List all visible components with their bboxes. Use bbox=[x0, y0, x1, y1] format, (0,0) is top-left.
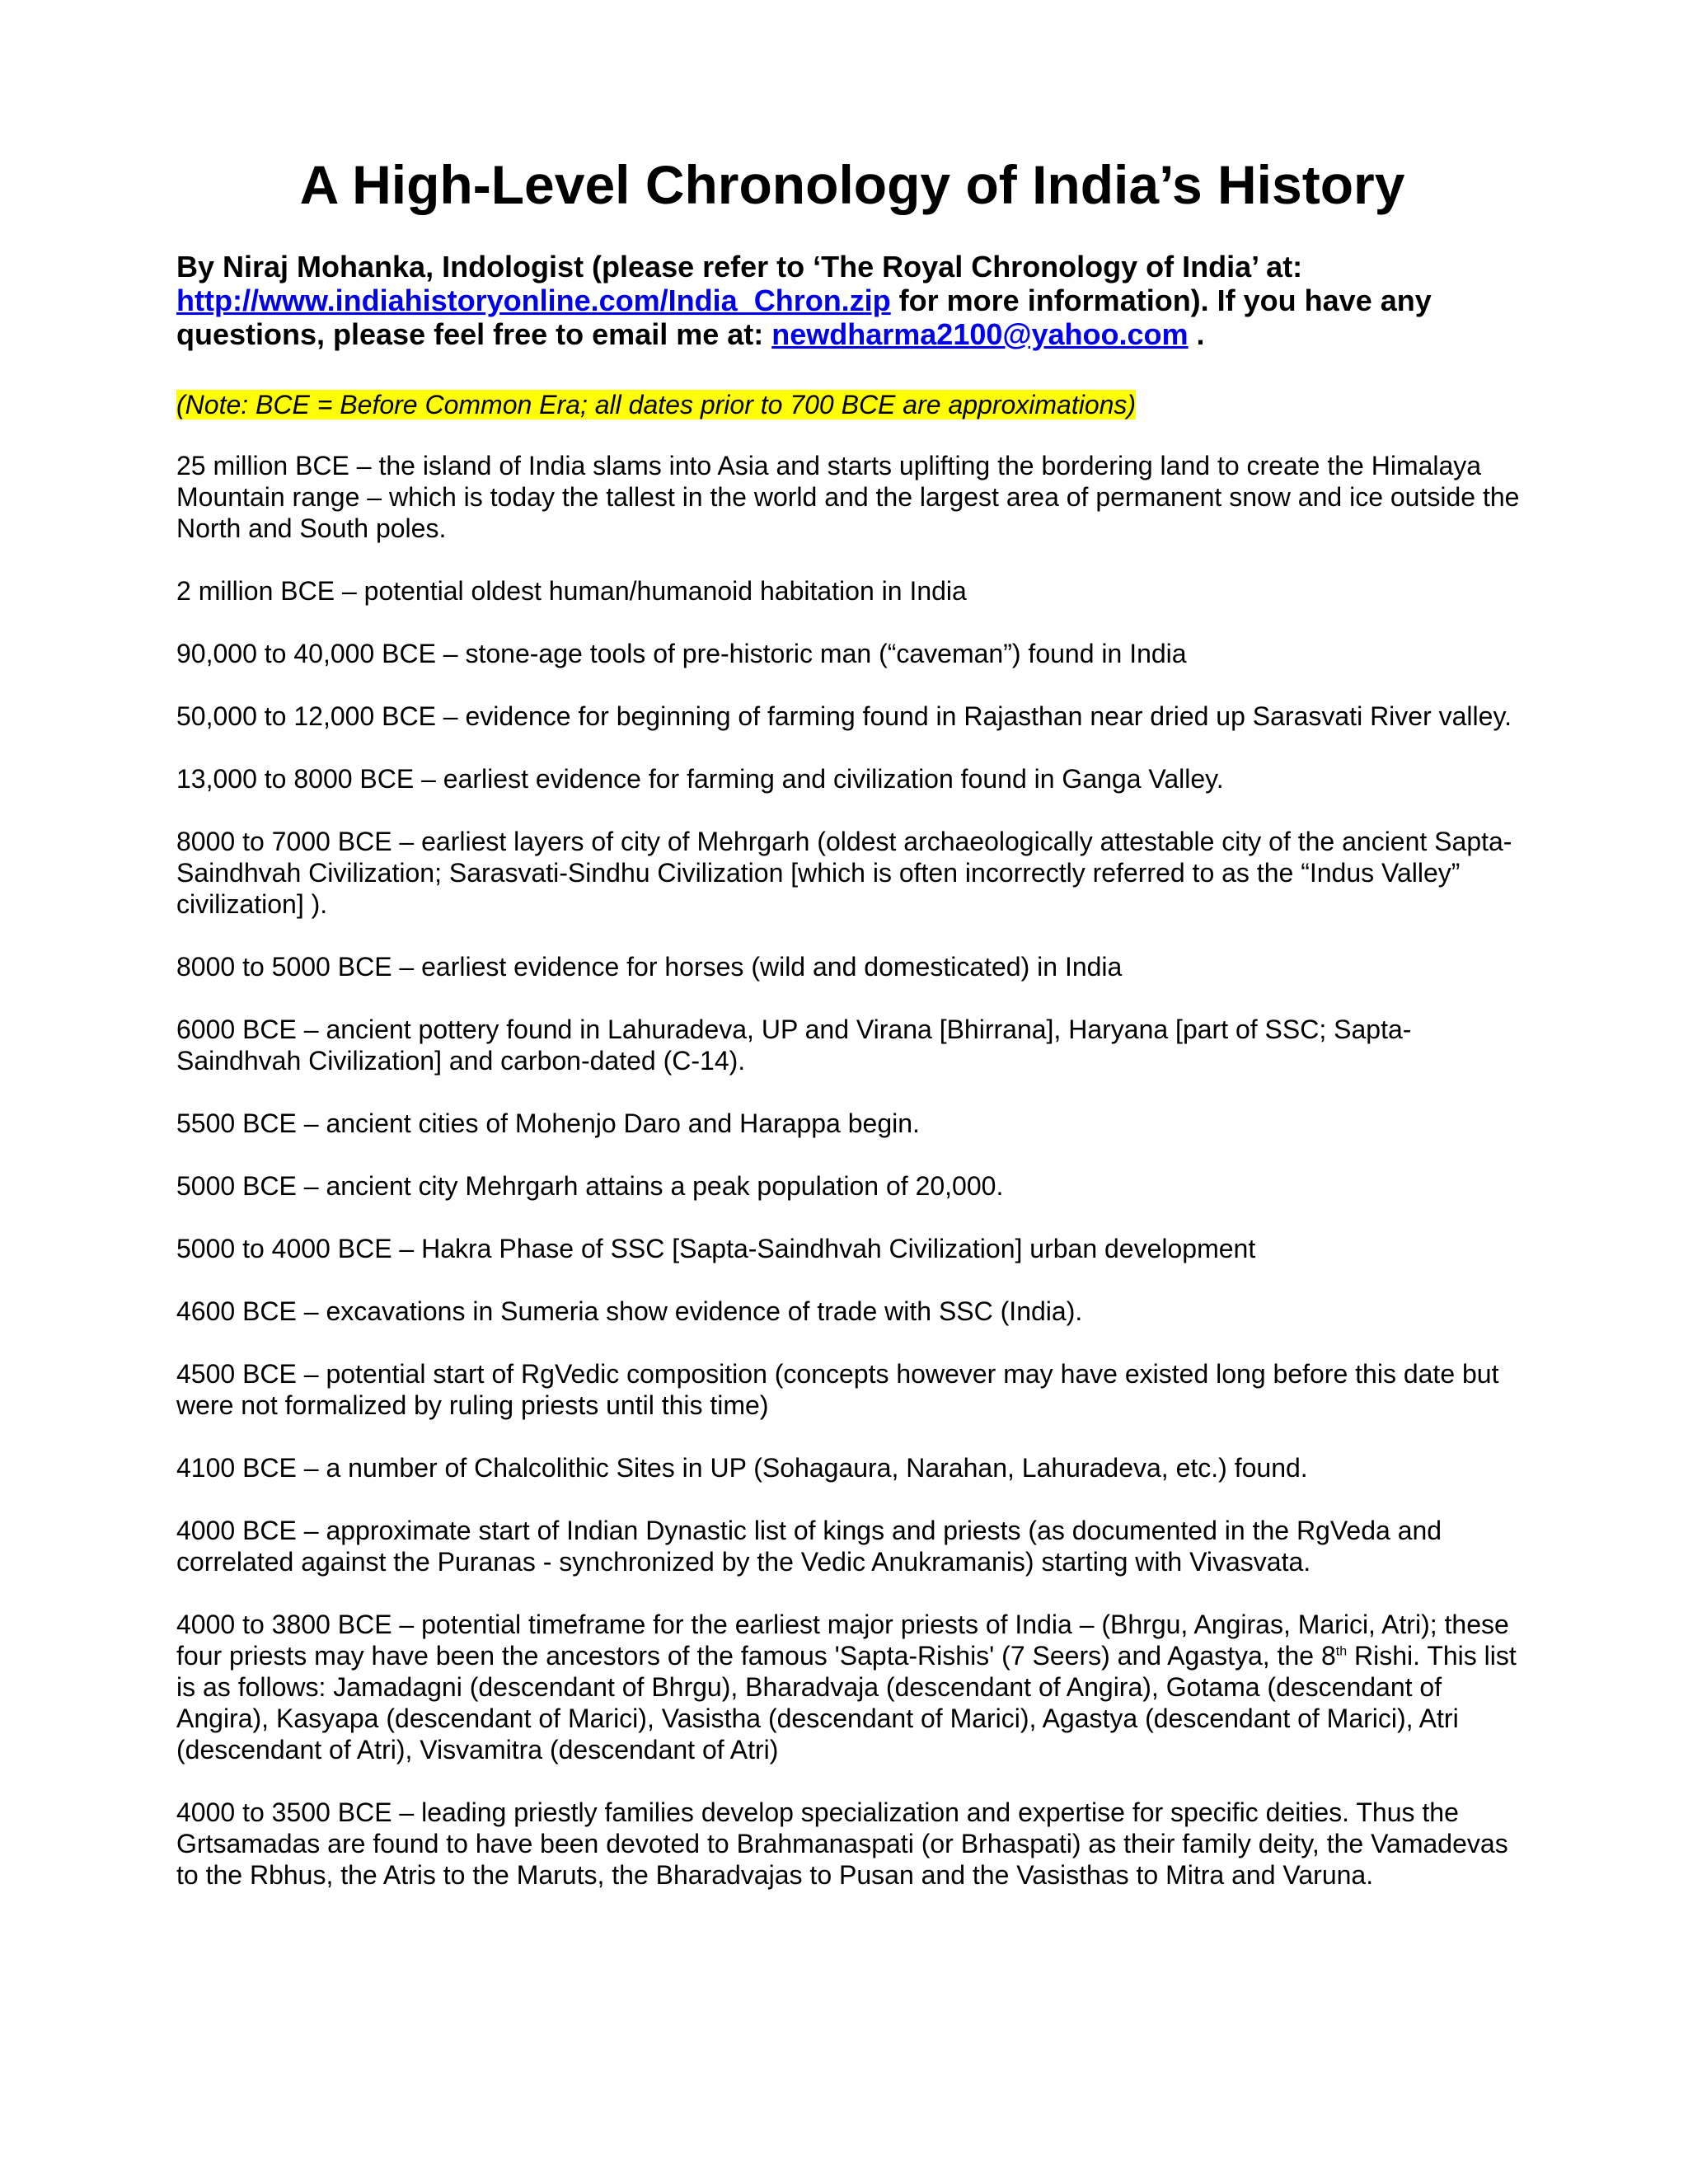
bce-note-highlight: (Note: BCE = Before Common Era; all dates prior to 700 BCE are approximations) bbox=[176, 390, 1137, 419]
timeline-entry: 90,000 to 40,000 BCE – stone-age tools of pre-historic man (“caveman”) found in India bbox=[176, 639, 1187, 668]
timeline-entry: 4500 BCE – potential start of RgVedic composition (concepts however may have existed long before this date but were not formalized by ruling priests until this time) bbox=[176, 1359, 1499, 1420]
timeline-entry: 5500 BCE – ancient cities of Mohenjo Daro and Harappa begin. bbox=[176, 1108, 920, 1138]
byline-text-2: for more information). If you have any questions, please feel free to email me at: bbox=[176, 284, 1432, 351]
timeline-entry: 4000 BCE – approximate start of Indian Dynastic list of kings and priests (as documented in the RgVeda and correlated against the Puranas - synchronized by the Vedic Anukramanis) starting with Vivasvata. bbox=[176, 1516, 1442, 1577]
author-byline bbox=[176, 250, 1528, 351]
timeline-entry: 2 million BCE – potential oldest human/humanoid habitation in India bbox=[176, 576, 967, 606]
timeline-entry: 5000 BCE – ancient city Mehrgarh attains a peak population of 20,000. bbox=[176, 1171, 1004, 1201]
timeline-entry: 6000 BCE – ancient pottery found in Lahuradeva, UP and Virana [Bhirrana], Haryana [part of SSC; Sapta-Saindhvah Civilization] and carbon-dated (C-14). bbox=[176, 1015, 1412, 1076]
timeline-entry: 5000 to 4000 BCE – Hakra Phase of SSC [Sapta-Saindhvah Civilization] urban development bbox=[176, 1234, 1256, 1263]
document-page bbox=[176, 152, 1528, 1922]
bce-note bbox=[176, 389, 1528, 420]
timeline-entry: 8000 to 5000 BCE – earliest evidence for horses (wild and domesticated) in India bbox=[176, 952, 1123, 982]
timeline-entry: 8000 to 7000 BCE – earliest layers of city of Mehrgarh (oldest archaeologically attestable city of the ancient Sapta-Saindhvah Civilization; Sarasvati-Sindhu Civilization [which is often incorrectly referred to as the “Indus Valley” civilization] ). bbox=[176, 827, 1512, 919]
byline-text-1: By Niraj Mohanka, Indologist (please refer to ‘The Royal Chronology of India’ at: bbox=[176, 250, 1303, 284]
timeline-entry: 50,000 to 12,000 BCE – evidence for beginning of farming found in Rajasthan near dried up Sarasvati River valley. bbox=[176, 701, 1512, 731]
timeline-entry: 4100 BCE – a number of Chalcolithic Sites in UP (Sohagaura, Narahan, Lahuradeva, etc.) found. bbox=[176, 1453, 1308, 1483]
timeline-entry: 13,000 to 8000 BCE – earliest evidence for farming and civilization found in Ganga Valley. bbox=[176, 764, 1224, 794]
timeline-entry-priests bbox=[176, 1609, 1528, 1765]
chronology-zip-link[interactable]: http://www.indiahistoryonline.com/India_Chron.zip bbox=[176, 284, 891, 317]
timeline-entry: 25 million BCE – the island of India slams into Asia and starts uplifting the bordering land to create the Himalaya Mountain range – which is today the tallest in the world and the largest area of permanent snow and ice outside the North and South poles. bbox=[176, 451, 1520, 543]
timeline-entry: 4000 to 3500 BCE – leading priestly families develop specialization and expertise for specific deities. Thus the Grtsamadas are found to have been devoted to Brahmanaspati (or Brhaspati) as their family deity, the Vamadevas to the Rbhus, the Atris to the Maruts, the Bharadvajas to Pusan and the Vasisthas to Mitra and Varuna. bbox=[176, 1797, 1508, 1890]
byline-text-3: . bbox=[1188, 317, 1205, 351]
author-email-link[interactable]: newdharma2100@yahoo.com bbox=[771, 317, 1189, 351]
priests-text-2: Rishi. This list is as follows: Jamadagni (descendant of Bhrgu), Bharadvaja (descendant of Angira), Gotama (descendant of Angira), Kasyapa (descendant of Marici), Vasistha (descendant of Marici), Agastya (descendant of Marici), Atri (descendant of Atri), Visvamitra (descendant of Atri) bbox=[176, 1641, 1517, 1765]
document-title: A High-Level Chronology of India’s History bbox=[299, 154, 1405, 215]
ordinal-superscript: th bbox=[1335, 1644, 1348, 1659]
timeline-entry: 4600 BCE – excavations in Sumeria show evidence of trade with SSC (India). bbox=[176, 1296, 1083, 1326]
priests-text-1: 4000 to 3800 BCE – potential timeframe for the earliest major priests of India – (Bhrgu, Angiras, Marici, Atri); these four priests may have been the ancestors of the famous 'Sapta-Rishis' (7 Seers) and Agastya, the 8 bbox=[176, 1610, 1509, 1671]
